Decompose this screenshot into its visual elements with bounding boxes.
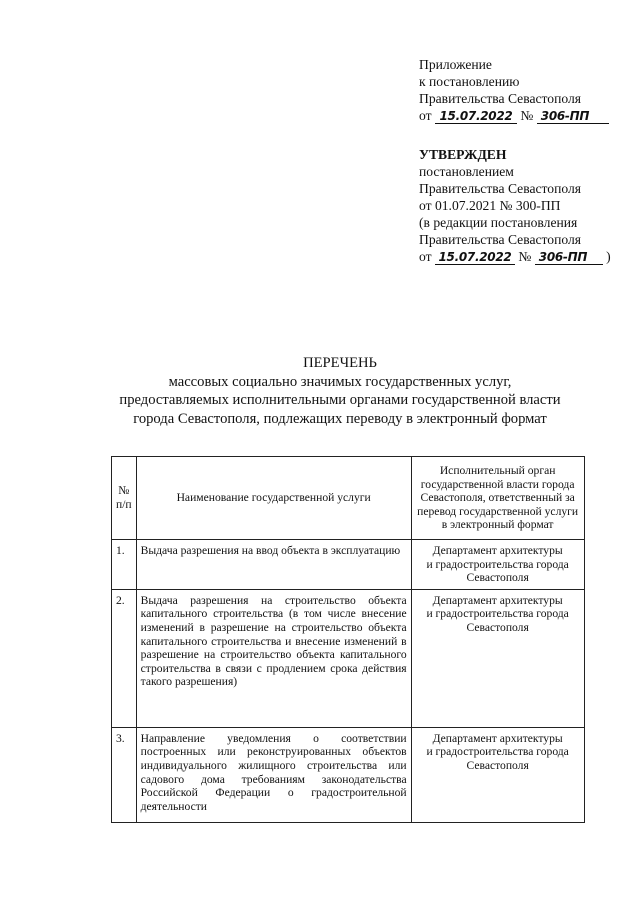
approved-line-1: постановлением <box>419 164 514 179</box>
row-num: 1. <box>112 540 137 590</box>
table-row <box>112 540 585 590</box>
table-row <box>112 727 585 822</box>
row-org <box>411 727 584 822</box>
table-header-row <box>112 457 585 540</box>
row-org-line-2: и градостроительства города <box>426 745 569 759</box>
row-service-name: Выдача разрешения на ввод объекта в эксплуатацию <box>136 540 411 590</box>
approved-line-2: Правительства Севастополя <box>419 181 582 196</box>
title-line-1: ПЕРЕЧЕНЬ <box>303 355 377 371</box>
row-service-name: Выдача разрешения на строительство объекта капитального строительства (в том числе внесение изменений в разрешение на строительство объекта капитального строительства и внесение изменений в разрешение на строительство объекта капитального строительства в связи с продлением срока действия такого разрешения) <box>136 589 411 727</box>
title-line-4: города Севастополя, подлежащих переводу в электронный формат <box>133 410 547 427</box>
approved-date-number-line <box>419 248 624 265</box>
row-num: 2. <box>112 589 137 727</box>
row-org-line-1: Департамент архитектуры <box>432 544 563 557</box>
title-line-2: массовых социально значимых государственных услуг, <box>168 373 512 390</box>
header-name: Наименование государственной услуги <box>136 457 411 540</box>
row-org-line-1: Департамент архитектуры <box>432 731 563 745</box>
row-org-line-3: Севастополя <box>466 758 529 772</box>
appendix-date-number-line <box>419 107 619 124</box>
row-org <box>411 589 584 727</box>
row-org-line-2: и градостроительства города <box>426 557 569 571</box>
appendix-line-2: к постановлению <box>419 74 520 89</box>
appendix-number: 306-ПП <box>537 109 609 124</box>
document-title <box>60 354 620 428</box>
appendix-from-prefix: от <box>419 108 432 123</box>
row-org-line-3: Севастополя <box>466 571 529 585</box>
header-num <box>112 457 137 540</box>
header-org: Исполнительный орган государственной власти города Севастополя, ответственный за перевод государственной услуги в электронный формат <box>411 457 584 540</box>
approved-number-sign: № <box>518 249 532 264</box>
approved-line-4: (в редакции постановления <box>419 215 578 230</box>
approved-from-prefix: от <box>419 249 432 264</box>
row-num: 3. <box>112 727 137 822</box>
approved-line-3: от 01.07.2021 № 300-ПП <box>419 198 561 213</box>
approved-line-5: Правительства Севастополя <box>419 232 582 247</box>
approved-heading: УТВЕРЖДЕН <box>419 147 507 162</box>
appendix-line-1: Приложение <box>419 57 492 72</box>
appendix-date: 15.07.2022 <box>435 109 517 124</box>
row-org-line-1: Департамент архитектуры <box>432 593 563 607</box>
header-num-line-1: № <box>118 484 130 498</box>
title-line-3: предоставляемых исполнительными органами государственной власти <box>119 392 561 408</box>
header-num-line-2: п/п <box>116 498 132 511</box>
table-row <box>112 589 585 727</box>
row-org-line-2: и градостроительства города <box>426 607 569 621</box>
approved-date: 15.07.2022 <box>435 250 515 265</box>
appendix-header <box>419 56 619 124</box>
approved-closing-paren: ) <box>606 249 611 264</box>
row-org <box>411 540 584 590</box>
approved-number: 306-ПП <box>535 250 603 265</box>
row-org-line-3: Севастополя <box>466 620 529 634</box>
appendix-number-sign: № <box>520 108 534 123</box>
appendix-line-3: Правительства Севастополя <box>419 91 582 106</box>
row-service-name: Направление уведомления о соответствии построенных или реконструированных объектов индивидуального жилищного строительства или садового дома требованиям законодательства Российской Федерации о градостроительной деятельности <box>136 727 411 822</box>
approved-header <box>419 146 624 265</box>
services-table <box>111 456 585 823</box>
